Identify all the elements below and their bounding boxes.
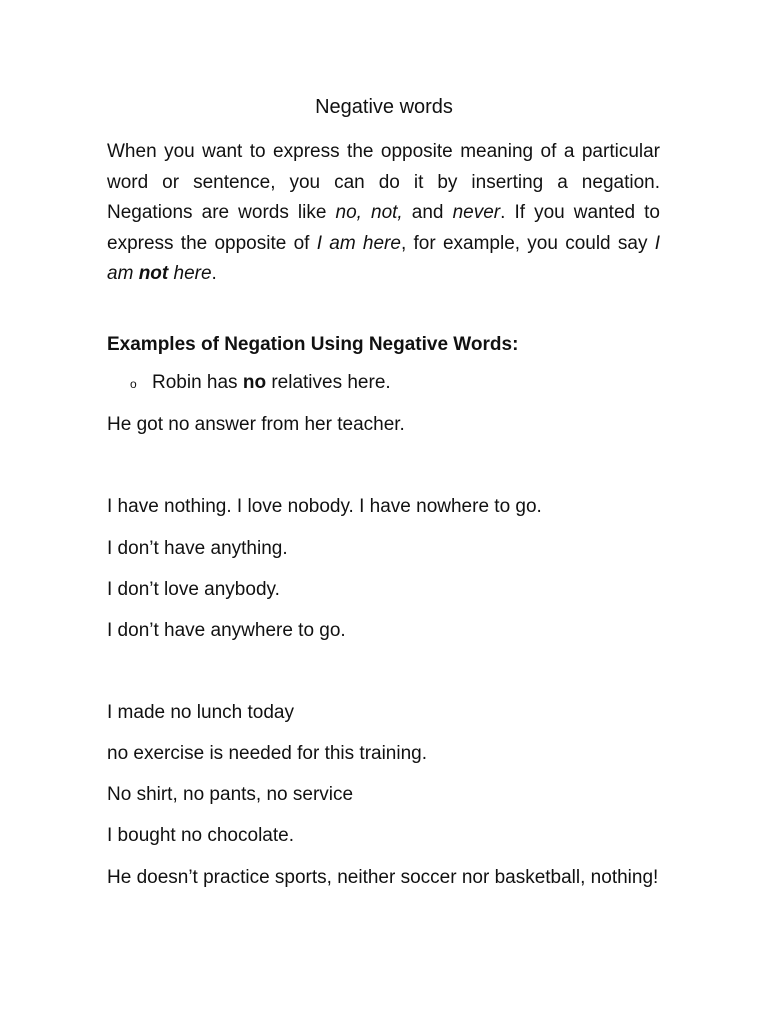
bullet-text-pre: Robin has bbox=[152, 372, 243, 393]
intro-text-1: When you want to express the opposite meaning of a particular word or sentence, you can do it by inserting a negation. Negations are words like bbox=[107, 141, 660, 223]
example-line-7: no exercise is needed for this training. bbox=[107, 743, 428, 764]
intro-text-3: . If you wanted to express the opposite of bbox=[107, 202, 661, 254]
intro-paragraph bbox=[107, 137, 660, 290]
example-line-5: I don’t have anywhere to go. bbox=[107, 620, 346, 641]
intro-emphasis-1: no, not, bbox=[335, 202, 403, 223]
intro-strong-not: not bbox=[138, 263, 169, 284]
bullet-circle-icon: o bbox=[130, 377, 137, 391]
example-line-3: I don’t have anything. bbox=[107, 538, 288, 559]
intro-emphasis-4b: here bbox=[173, 263, 212, 284]
example-line-10: He doesn’t practice sports, neither soccer nor basketball, nothing! bbox=[107, 867, 659, 888]
example-line-9: I bought no chocolate. bbox=[107, 825, 294, 846]
example-line-4: I don’t love anybody. bbox=[107, 579, 280, 600]
intro-emphasis-2: never bbox=[452, 202, 501, 223]
example-line-6: I made no lunch today bbox=[107, 702, 294, 723]
intro-text-4: , for example, you could say bbox=[400, 232, 655, 254]
bullet-item bbox=[130, 368, 391, 399]
example-line-2: I have nothing. I love nobody. I have nowhere to go. bbox=[107, 496, 542, 517]
intro-text-2: and bbox=[402, 202, 453, 223]
bullet-text-bold: no bbox=[242, 372, 267, 393]
example-line-8: No shirt, no pants, no service bbox=[107, 784, 354, 805]
intro-emphasis-4a: I am bbox=[107, 232, 661, 284]
intro-text-5: . bbox=[211, 263, 217, 284]
bullet-text-post: relatives here. bbox=[266, 372, 391, 393]
examples-heading: Examples of Negation Using Negative Words: bbox=[107, 334, 519, 355]
intro-emphasis-3: I am here bbox=[316, 232, 401, 254]
example-line-1: He got no answer from her teacher. bbox=[107, 414, 405, 435]
page-title: Negative words bbox=[315, 96, 453, 118]
